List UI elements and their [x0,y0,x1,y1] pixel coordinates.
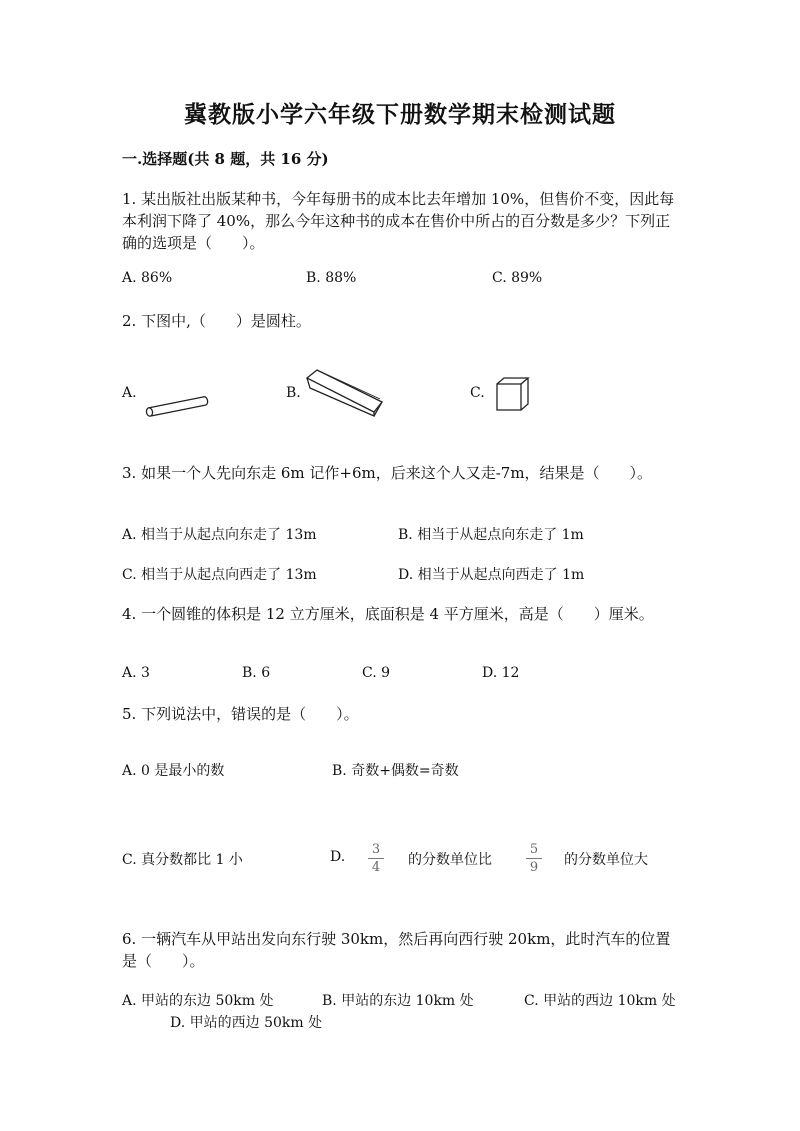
fraction-1-bar [368,858,384,859]
question-4-option-d: D. 12 [482,665,520,681]
question-5-option-a: A. 0 是最小的数 [122,763,225,779]
question-2-text: 2. 下图中,（ ）是圆柱。 [122,312,311,330]
question-1-option-c: C. 89% [492,270,543,286]
page-title: 冀教版小学六年级下册数学期末检测试题 [184,101,616,128]
question-5-option-c: C. 真分数都比 1 小 [122,852,243,868]
question-5-option-d-tail: 的分数单位大 [564,852,648,868]
question-3-text: 3. 如果一个人先向东走 6m 记作+6m，后来这个人又走-7m，结果是（ ）。 [122,464,653,482]
question-2-label-a: A. [122,385,137,401]
question-3-option-c: C. 相当于从起点向西走了 13m [122,567,317,583]
question-5-option-d-label: D. [330,849,346,865]
question-4-option-b: B. 6 [242,665,271,681]
fraction-five-ninths [524,842,544,875]
fraction-three-quarters [366,842,386,875]
question-3-option-a: A. 相当于从起点向东走了 13m [122,527,317,543]
triangular-prism-icon [304,366,384,424]
question-2-label-c: C. [470,385,485,401]
section-heading: 一.选择题(共 8 题，共 16 分) [122,150,329,168]
fraction-2-denominator: 9 [529,860,539,875]
fraction-2-numerator: 5 [529,842,539,857]
question-1-option-b: B. 88% [306,270,357,286]
fraction-1-numerator: 3 [371,842,381,857]
question-1-text: 1. 某出版社出版某种书，今年每册书的成本比去年增加 10%，但售价不变，因此每本利润下降了 40%，那么今年这种书的成本在售价中所占的百分数是多少？下列正确的选项是（ ）。 [122,190,675,252]
cylinder-rod-icon [144,392,210,422]
question-6-option-a: A. 甲站的东边 50km 处 [122,993,274,1009]
question-6-text: 6. 一辆汽车从甲站出发向东行驶 30km，然后再向西行驶 20km，此时汽车的位置是（ ）。 [122,930,671,970]
question-4-option-a: A. 3 [122,665,150,681]
cube-icon [495,376,531,418]
question-6-option-c: C. 甲站的西边 10km 处 [524,993,676,1009]
question-6-option-b: B. 甲站的东边 10km 处 [322,993,474,1009]
fraction-1-denominator: 4 [371,860,381,875]
question-2-label-b: B. [286,385,301,401]
question-5-text: 5. 下列说法中，错误的是（ ）。 [122,705,359,723]
question-4-option-c: C. 9 [362,665,391,681]
question-5-option-b: B. 奇数+偶数=奇数 [332,763,459,779]
question-3-option-b: B. 相当于从起点向东走了 1m [398,527,584,543]
question-4-text: 4. 一个圆锥的体积是 12 立方厘米，底面积是 4 平方厘米，高是（ ）厘米。 [122,605,654,623]
question-6-option-d: D. 甲站的西边 50km 处 [170,1015,323,1031]
question-3-option-d: D. 相当于从起点向西走了 1m [398,567,585,583]
question-1-option-a: A. 86% [122,270,173,286]
question-5-option-d-middle: 的分数单位比 [408,852,492,868]
fraction-2-bar [526,858,542,859]
